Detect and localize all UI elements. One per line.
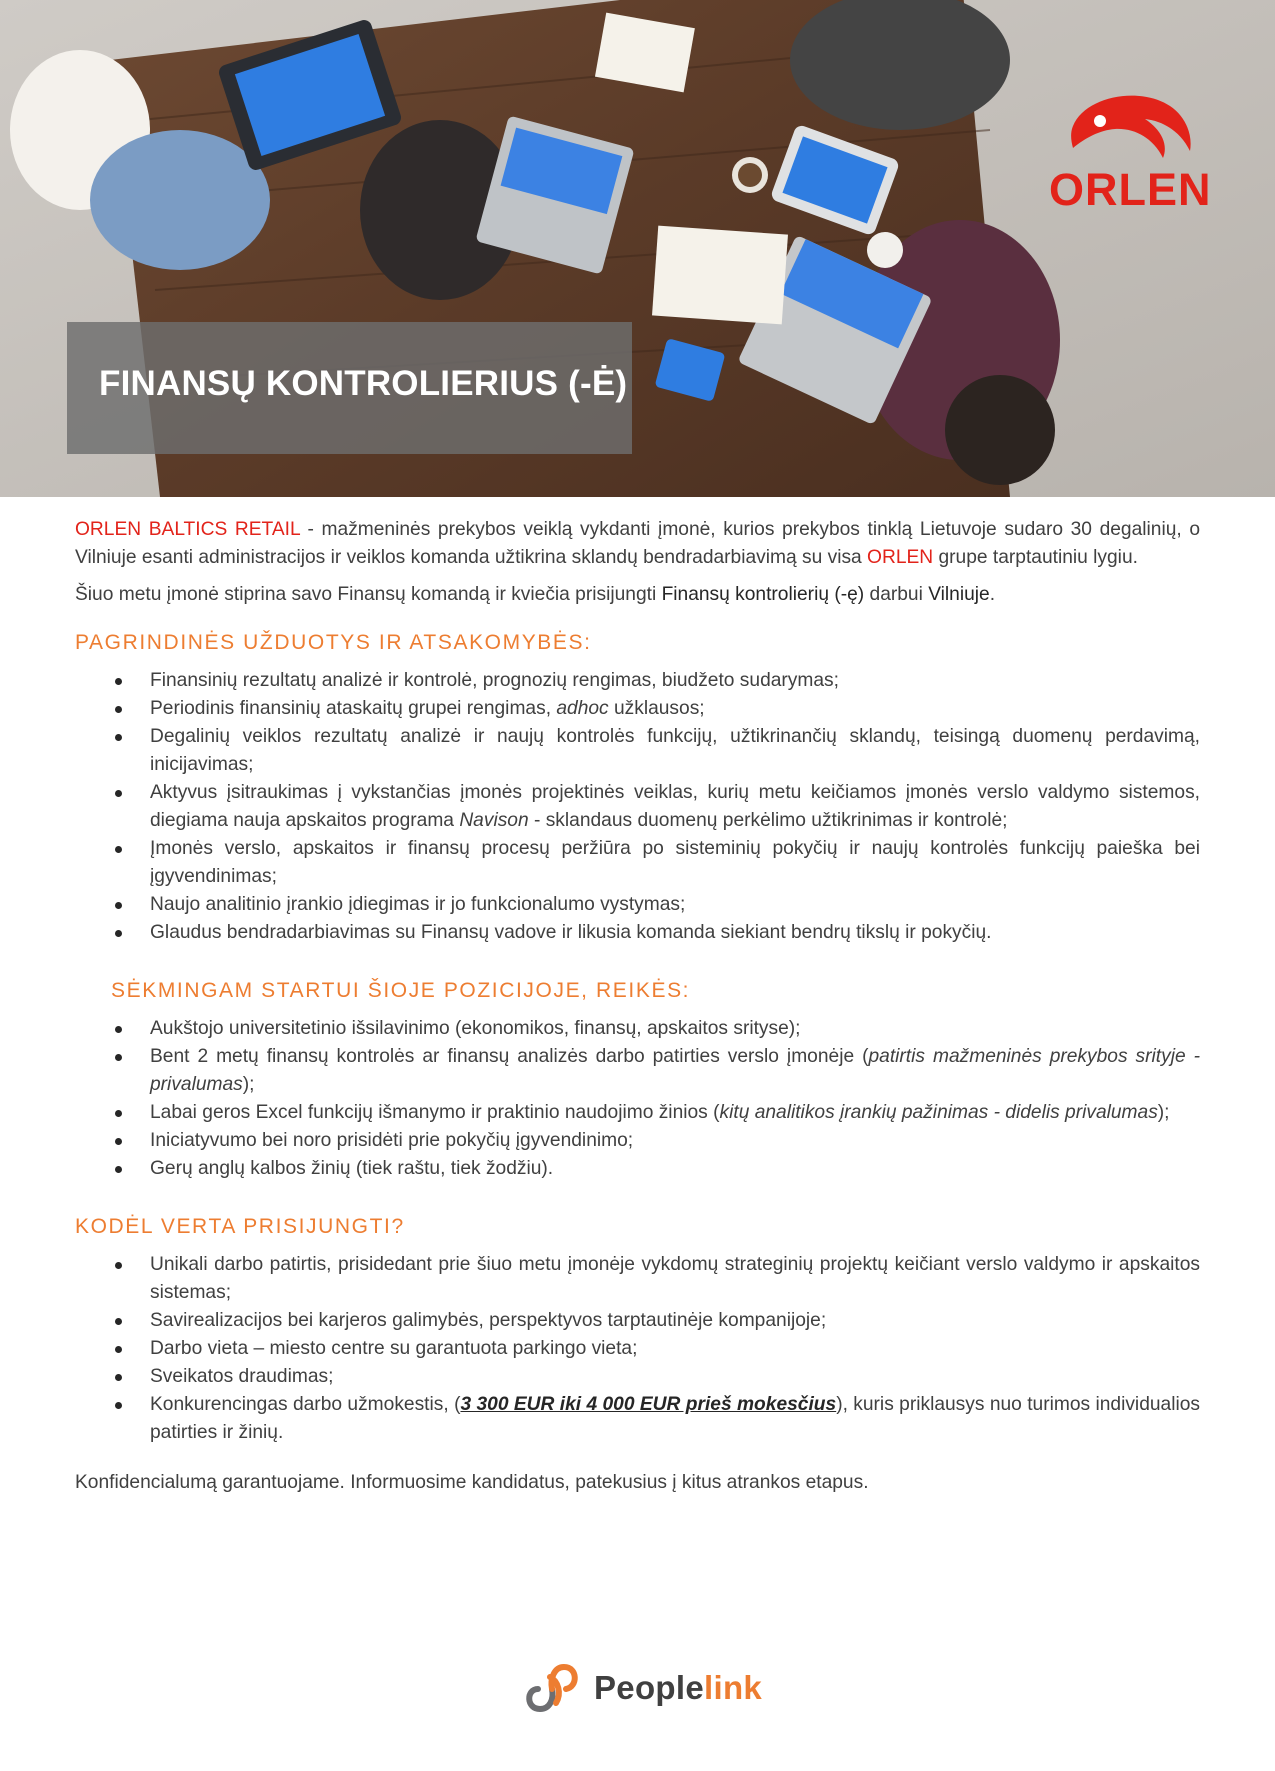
orlen-logo-text: ORLEN	[1049, 164, 1212, 215]
bullet-icon	[115, 706, 122, 713]
list-item-text-end: );	[1157, 1102, 1170, 1123]
list-item	[75, 1363, 1200, 1391]
bullet-icon	[115, 790, 122, 797]
bullet-icon	[115, 1374, 122, 1381]
orlen-eagle-icon	[1045, 86, 1215, 166]
invite-text-mid: darbui	[864, 584, 929, 605]
title-box	[67, 322, 632, 454]
bullet-icon	[115, 1054, 122, 1061]
list-item	[75, 891, 1200, 919]
bullet-icon	[115, 1346, 122, 1353]
salary-range: 3 300 EUR iki 4 000 EUR prieš mokesčius	[460, 1394, 837, 1415]
list-item-text: Aukštojo universitetinio išsilavinimo (ekonomikos, finansų, apskaitos srityse);	[150, 1018, 801, 1039]
list-item	[75, 779, 1200, 835]
list-item-text: Gerų anglų kalbos žinių (tiek raštu, tiek žodžiu).	[150, 1158, 554, 1179]
peoplelink-logo-text-b: link	[704, 1669, 763, 1706]
list-item	[75, 1099, 1200, 1127]
city-name: Vilniuje	[928, 584, 990, 605]
job-description	[75, 516, 1200, 1506]
bullet-icon	[115, 846, 122, 853]
confidentiality-note: Konfidencialumą garantuojame. Informuosime kandidatus, patekusius į kitus atrankos etapus.	[75, 1472, 869, 1493]
invite-text: Šiuo metu įmonė stiprina savo Finansų komandą ir kviečia prisijungti	[75, 584, 662, 605]
benefits-heading: KODĖL VERTA PRISIJUNGTI?	[75, 1215, 405, 1238]
page-title: FINANSŲ KONTROLIERIUS (-Ė)	[99, 364, 628, 403]
hero-banner	[0, 0, 1275, 497]
peoplelink-logo-text	[594, 1669, 762, 1707]
list-item	[75, 695, 1200, 723]
list-item-italic: patirtis mažmeninės prekybos srityje - privalumas	[150, 1046, 1200, 1095]
list-item	[75, 667, 1200, 695]
orlen-logo	[1045, 86, 1217, 215]
list-item	[75, 835, 1200, 891]
list-item-text: Darbo vieta – miesto centre su garantuota parkingo vieta;	[150, 1338, 638, 1359]
peoplelink-logo-text-a: People	[594, 1669, 705, 1706]
requirements-list	[75, 1015, 1200, 1183]
list-item-text: Degalinių veiklos rezultatų analizė ir naujų kontrolės funkcijų, užtikrinančių sklandų, teisingą duomenų perdavimą, inicijavimas;	[150, 726, 1200, 775]
bullet-icon	[115, 1318, 122, 1325]
invite-text-end: .	[989, 584, 996, 605]
list-item-text: Labai geros Excel funkcijų išmanymo ir praktinio naudojimo žinios (	[150, 1102, 720, 1123]
list-item	[75, 723, 1200, 779]
bullet-icon	[115, 678, 122, 685]
list-item-text: Unikali darbo patirtis, prisidedant prie šiuo metu įmonėje vykdomų strateginių projektų keičiant verslo valdymo ir apskaitos sistemas;	[150, 1254, 1200, 1303]
intro-text: - mažmeninės prekybos veiklą vykdanti įmonė, kurios prekybos tinklą Lietuvoje sudaro 30 degalinių, o Vilniuje esanti administracijos ir veiklos komanda užtikrina sklandų bendradarbiavimą su visa	[75, 519, 1200, 568]
list-item	[75, 1043, 1200, 1099]
bullet-icon	[115, 902, 122, 909]
list-item	[75, 1335, 1200, 1363]
list-item	[75, 1127, 1200, 1155]
list-item-italic: adhoc	[556, 698, 609, 719]
list-item-text: Įmonės verslo, apskaitos ir finansų procesų peržiūra po sisteminių pokyčių ir naujų kontrolės funkcijų paieška bei įgyvendinimas;	[150, 838, 1200, 887]
intro-paragraph	[75, 516, 1200, 572]
list-item-text: Finansinių rezultatų analizė ir kontrolė, prognozių rengimas, biudžeto sudarymas;	[150, 670, 839, 691]
bullet-icon	[115, 1110, 122, 1117]
benefits-list	[75, 1251, 1200, 1447]
list-item-text-end: ), kuris priklausys nuo turimos individualios patirties ir žinių.	[150, 1394, 1201, 1443]
tasks-heading: PAGRINDINĖS UŽDUOTYS IR ATSAKOMYBĖS:	[75, 631, 592, 654]
requirements-heading: SĖKMINGAM STARTUI ŠIOJE POZICIJOJE, REIKĖS:	[111, 979, 691, 1002]
peoplelink-logo	[520, 1659, 763, 1719]
invite-paragraph	[75, 581, 1200, 609]
list-item-text-end: - sklandaus duomenų perkėlimo užtikrinimas ir kontrolė;	[528, 810, 1008, 831]
list-item	[75, 1015, 1200, 1043]
bullet-icon	[115, 1026, 122, 1033]
list-item-text: Savirealizacijos bei karjeros galimybės, perspektyvos tarptautinėje kompanijoje;	[150, 1310, 827, 1331]
list-item	[75, 1391, 1200, 1447]
list-item-text: Konkurencingas darbo užmokestis, (	[150, 1394, 461, 1415]
list-item-text: Bent 2 metų finansų kontrolės ar finansų analizės darbo patirties verslo įmonėje (	[150, 1046, 869, 1067]
bullet-icon	[115, 1262, 122, 1269]
role-name: Finansų kontrolierių (-ę)	[661, 584, 865, 605]
list-item-text-end: );	[242, 1074, 255, 1095]
list-item	[75, 1155, 1200, 1183]
bullet-icon	[115, 930, 122, 937]
intro-text-end: grupe tarptautiniu lygiu.	[933, 547, 1138, 568]
list-item-text: Periodinis finansinių ataskaitų grupei rengimas,	[150, 698, 557, 719]
list-item-text: Sveikatos draudimas;	[150, 1366, 334, 1387]
bullet-icon	[115, 734, 122, 741]
bullet-icon	[115, 1138, 122, 1145]
list-item-text: Iniciatyvumo bei noro prisidėti prie pokyčių įgyvendinimo;	[150, 1130, 634, 1151]
bullet-icon	[115, 1166, 122, 1173]
list-item-text: Naujo analitinio įrankio įdiegimas ir jo funkcionalumo vystymas;	[150, 894, 686, 915]
list-item-text: Glaudus bendradarbiavimas su Finansų vadove ir likusia komanda siekiant bendrų tikslų ir pokyčių.	[150, 922, 992, 943]
list-item	[75, 1251, 1200, 1307]
list-item-italic: kitų analitikos įrankių pažinimas - didelis privalumas	[719, 1102, 1158, 1123]
list-item	[75, 1307, 1200, 1335]
brand-name: ORLEN	[867, 547, 934, 568]
list-item	[75, 919, 1200, 947]
tasks-list	[75, 667, 1200, 947]
company-name: ORLEN BALTICS RETAIL	[75, 519, 300, 540]
peoplelink-knot-icon	[520, 1659, 584, 1719]
list-item-italic: Navison	[459, 810, 529, 831]
list-item-text: Aktyvus įsitraukimas į vykstančias įmonės projektinės veiklas, kurių metu keičiamos įmonės verslo valdymo sistemos, diegiama nauja apskaitos programa	[150, 782, 1200, 831]
bullet-icon	[115, 1402, 122, 1409]
list-item-text-end: užklausos;	[608, 698, 705, 719]
